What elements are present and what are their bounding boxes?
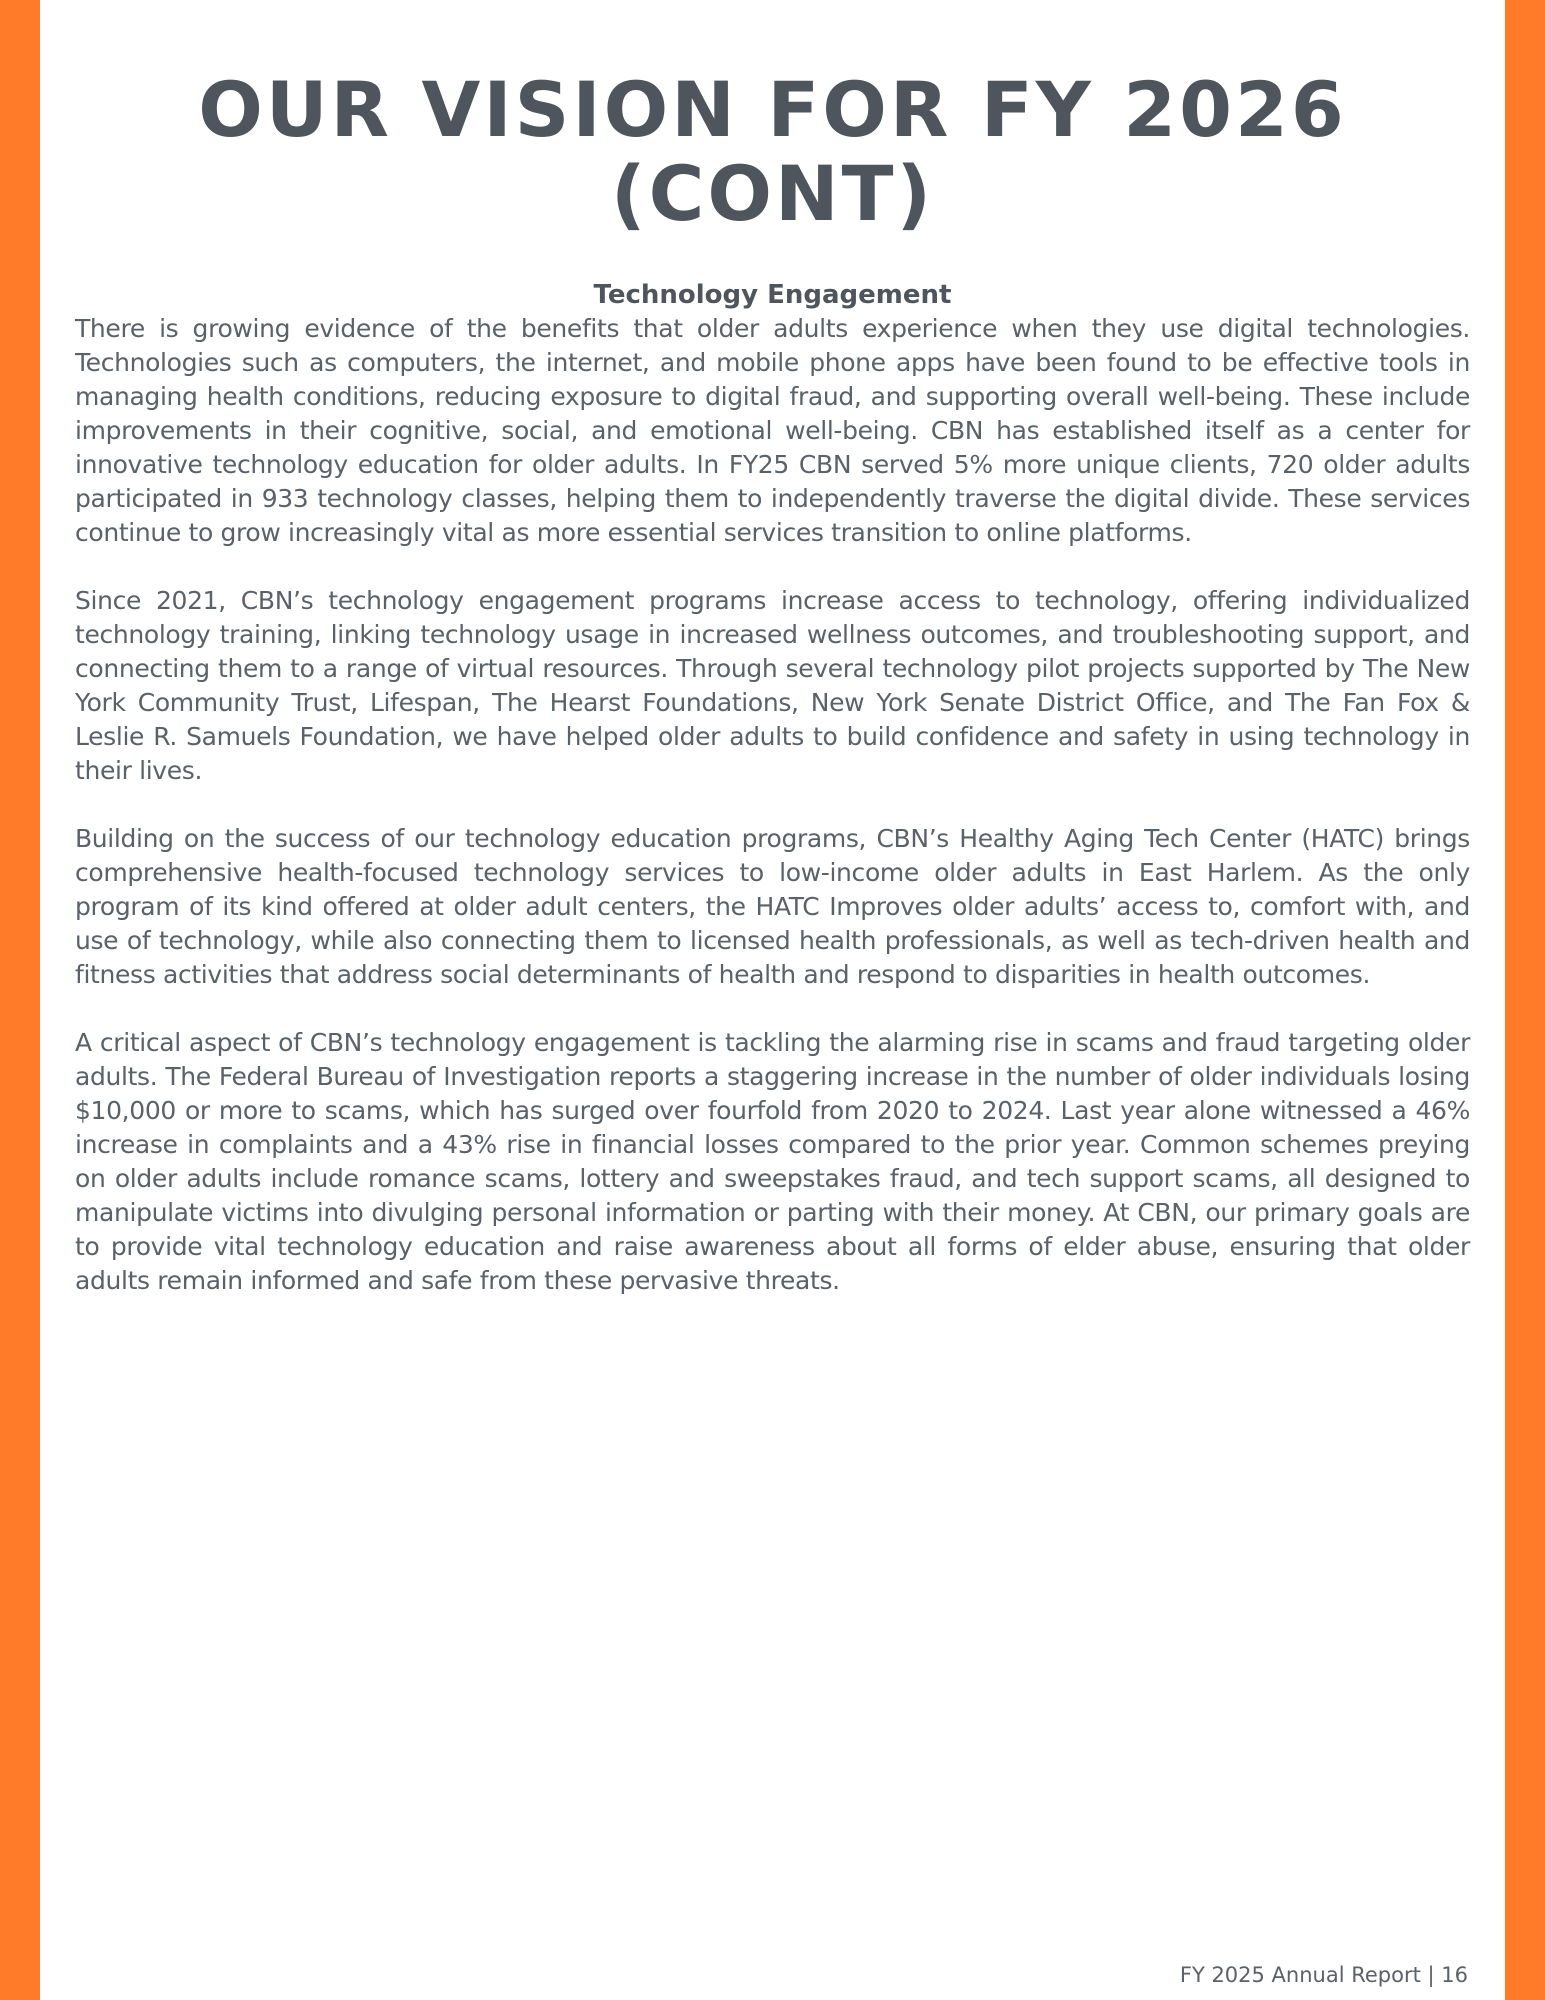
paragraph-technology-benefits: There is growing evidence of the benefits that older adults experience when they use digital technologies. Technologies such as computers, the internet, and mobile phone apps have been found to be effective tools in managing health conditions, reducing exposure to digital fraud, and supporting overall well-being. These include improvements in their cognitive, social, and emotional well-being. CBN has established itself as a center for innovative technology education for older adults. In FY25 CBN served 5% more unique clients, 720 older adults participated in 933 technology classes, helping them to independently traverse the digital divide. These services continue to grow increasingly vital as more essential services transition to online platforms.	[75, 314, 1470, 547]
paragraph-scams-and-fraud: A critical aspect of CBN’s technology engagement is tackling the alarming rise in scams and fraud targeting older adults. The Federal Bureau of Investigation reports a staggering increase in the number of older individuals losing $10,000 or more to scams, which has surged over fourfold from 2020 to 2024. Last year alone witnessed a 46% increase in complaints and a 43% rise in financial losses compared to the prior year. Common schemes preying on older adults include romance scams, lottery and sweepstakes fraud, and tech support scams, all designed to manipulate victims into divulging personal information or parting with their money. At CBN, our primary goals are to provide vital technology education and raise awareness about all forms of elder abuse, ensuring that older adults remain informed and safe from these pervasive threats.	[75, 1028, 1470, 1295]
page-content	[75, 65, 1470, 1298]
right-accent-bar	[1505, 0, 1545, 2000]
left-accent-bar	[0, 0, 40, 2000]
page-title: OUR VISION FOR FY 2026 (CONT)	[198, 65, 1347, 238]
paragraph-healthy-aging-tech-center: Building on the success of our technology education programs, CBN’s Healthy Aging Tech Center (HATC) brings comprehensive health-focused technology services to low-income older adults in East Harlem. As the only program of its kind offered at older adult centers, the HATC Improves older adults’ access to, comfort with, and use of technology, while also connecting them to licensed health professionals, as well as tech-driven health and fitness activities that address social determinants of health and respond to disparities in health outcomes.	[75, 824, 1470, 989]
page-footer: FY 2025 Annual Report | 16	[1179, 1963, 1468, 1987]
section-heading: Technology Engagement	[593, 280, 952, 310]
paragraph-engagement-programs: Since 2021, CBN’s technology engagement programs increase access to technology, offering individualized technology training, linking technology usage in increased wellness outcomes, and troubleshooting support, and connecting them to a range of virtual resources. Through several technology pilot projects supported by The New York Community Trust, Lifespan, The Hearst Foundations, New York Senate District Office, and The Fan Fox & Leslie R. Samuels Foundation, we have helped older adults to build confidence and safety in using technology in their lives.	[75, 586, 1470, 785]
